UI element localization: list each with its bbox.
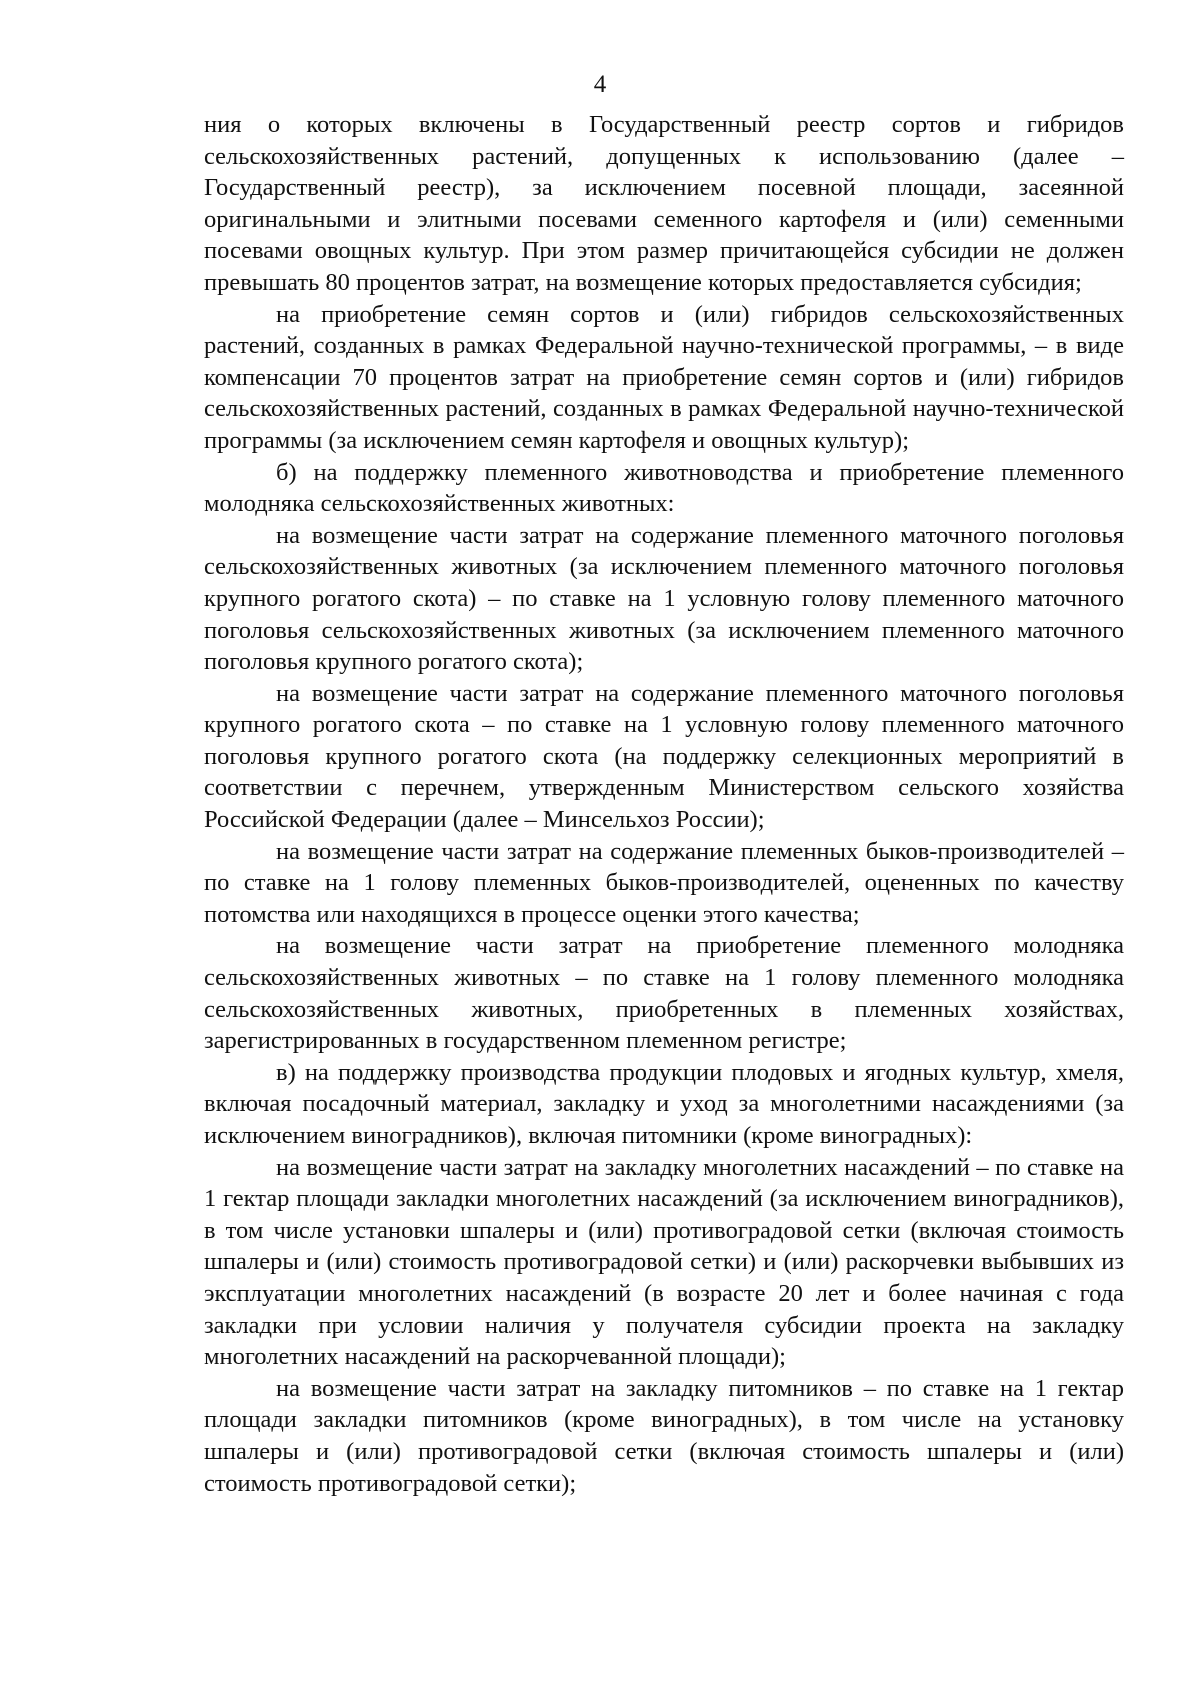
paragraph: на возмещение части затрат на содержание племенных быков-производителей – по ставке на 1 голову племенных быков-производителей, оцененных по качеству потомства или находящихся в процессе оценки этого качества;	[204, 837, 1124, 928]
document-body	[204, 109, 1124, 1499]
paragraph: на возмещение части затрат на приобретение племенного молодняка сельскохозяйственных животных – по ставке на 1 голову племенного молодняка сельскохозяйственных животных, приобретенных в племенных хозяйствах, зарегистрированных в государственном племенном регистре;	[204, 932, 1124, 1055]
paragraph-continuation: ния о которых включены в Государственный реестр сортов и гибридов сельскохозяйственных растений, допущенных к использованию (далее – Государственный реестр), за исключением посевной площади, засеянной оригинальными и элитными посевами семенного картофеля и (или) семенными посевами овощных культур. При этом размер причитающейся субсидии не должен превышать 80 процентов затрат, на возмещение которых предоставляется субсидия;	[204, 111, 1124, 296]
page-number: 4	[593, 71, 607, 98]
paragraph: на возмещение части затрат на содержание племенного маточного поголовья крупного рогатого скота – по ставке на 1 условную голову племенного маточного поголовья крупного рогатого скота (на поддержку селекционных мероприятий в соответствии с перечнем, утвержденным Министерством сельского хозяйства Российской Федерации (далее – Минсельхоз России);	[204, 679, 1124, 834]
paragraph: в) на поддержку производства продукции плодовых и ягодных культур, хмеля, включая посадочный материал, закладку и уход за многолетними насаждениями (за исключением виноградников), включая питомники (кроме виноградных):	[204, 1058, 1124, 1149]
paragraph: на возмещение части затрат на закладку питомников – по ставке на 1 гектар площади закладки питомников (кроме виноградных), в том числе на установку шпалеры и (или) противоградовой сетки (включая стоимость шпалеры и (или) стоимость противоградовой сетки);	[204, 1374, 1124, 1497]
paragraph: на приобретение семян сортов и (или) гибридов сельскохозяйственных растений, созданных в рамках Федеральной научно-технической программы, – в виде компенсации 70 процентов затрат на приобретение семян сортов и (или) гибридов сельскохозяйственных растений, созданных в рамках Федеральной научно-технической программы (за исключением семян картофеля и овощных культур);	[204, 300, 1124, 454]
paragraph: б) на поддержку племенного животноводства и приобретение племенного молодняка сельскохозяйственных животных:	[204, 458, 1124, 518]
paragraph: на возмещение части затрат на содержание племенного маточного поголовья сельскохозяйственных животных (за исключением племенного маточного поголовья крупного рогатого скота) – по ставке на 1 условную голову племенного маточного поголовья сельскохозяйственных животных (за исключением племенного маточного поголовья крупного рогатого скота);	[204, 521, 1124, 676]
paragraph: на возмещение части затрат на закладку многолетних насаждений – по ставке на 1 гектар площади закладки многолетних насаждений (за исключением виноградников), в том числе установки шпалеры и (или) противоградовой сетки (включая стоимость шпалеры и (или) стоимость противоградовой сетки) и (или) раскорчевки выбывших из эксплуатации многолетних насаждений (в возрасте 20 лет и более начиная с года закладки при условии наличия у получателя субсидии проекта на закладку многолетних насаждений на раскорчеванной площади);	[204, 1153, 1124, 1371]
